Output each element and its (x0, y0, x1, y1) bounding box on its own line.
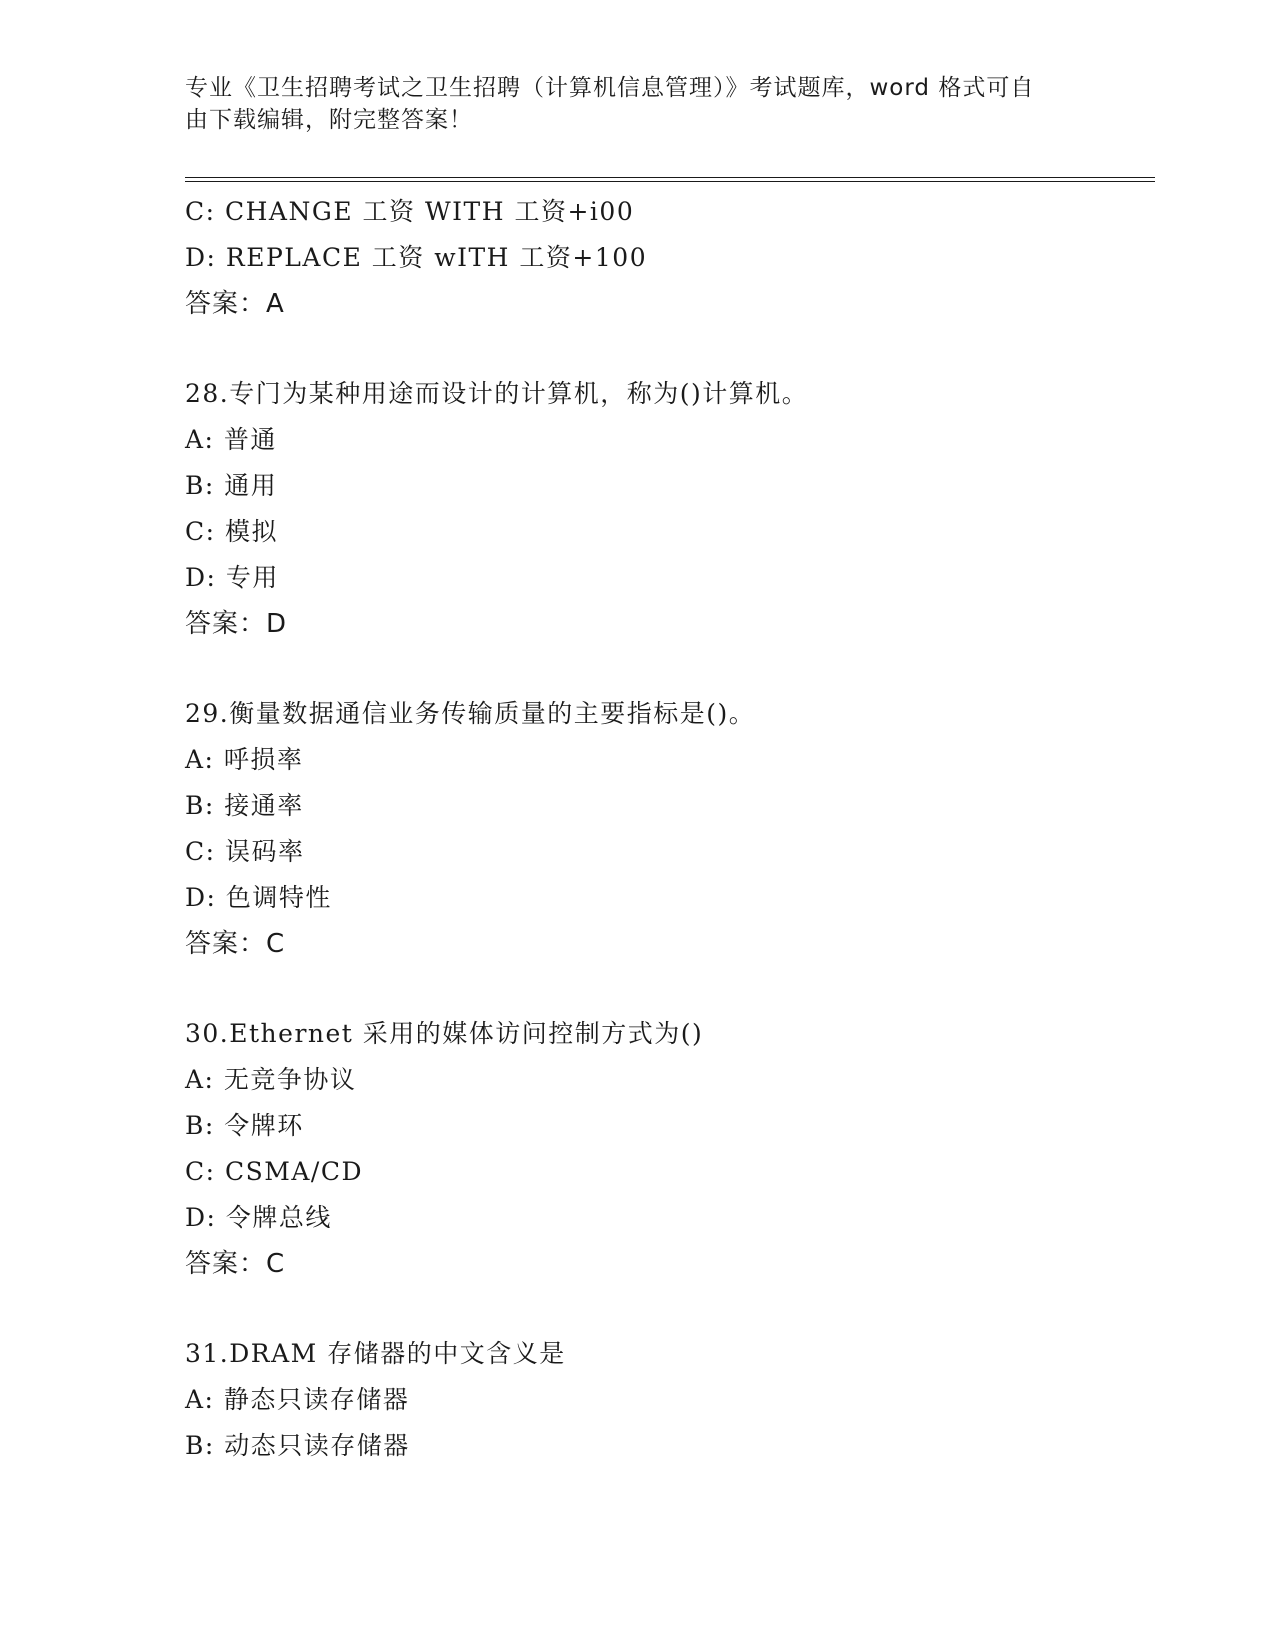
answer-line: 答案：C (185, 929, 286, 959)
option-b: B: 接通率 (185, 791, 304, 820)
answer-line: 答案：A (185, 289, 285, 319)
question-title: 28.专门为某种用途而设计的计算机，称为()计算机。 (185, 379, 809, 408)
spacer (185, 327, 1145, 371)
question-29 (185, 691, 1145, 967)
document-header (185, 72, 1065, 136)
option-a: A: 普通 (185, 425, 277, 454)
question-title: 29.衡量数据通信业务传输质量的主要指标是()。 (185, 699, 756, 728)
question-27-fragment (185, 189, 1145, 327)
answer-line: 答案：C (185, 1249, 286, 1279)
option-c: C: CHANGE 工资 WITH 工资+i00 (185, 197, 635, 226)
question-28 (185, 371, 1145, 647)
spacer (185, 647, 1145, 691)
question-list (185, 189, 1145, 1469)
header-line-1: 专业《卫生招聘考试之卫生招聘（计算机信息管理）》考试题库，word 格式可自 (185, 75, 1035, 101)
option-b: B: 动态只读存储器 (185, 1431, 410, 1460)
option-b: B: 令牌环 (185, 1111, 304, 1140)
header-line-2: 由下载编辑，附完整答案！ (185, 107, 473, 133)
question-title: 31.DRAM 存储器的中文含义是 (185, 1339, 566, 1368)
question-30 (185, 1011, 1145, 1287)
header-rule-top (185, 177, 1155, 178)
option-c: C: CSMA/CD (185, 1157, 364, 1186)
option-a: A: 呼损率 (185, 745, 304, 774)
header-rule-bottom (185, 181, 1155, 182)
spacer (185, 1287, 1145, 1331)
option-a: A: 无竞争协议 (185, 1065, 357, 1094)
question-title: 30.Ethernet 采用的媒体访问控制方式为() (185, 1019, 704, 1048)
spacer (185, 967, 1145, 1011)
option-d: D: 专用 (185, 563, 279, 592)
option-c: C: 模拟 (185, 517, 278, 546)
option-b: B: 通用 (185, 471, 278, 500)
option-d: D: 令牌总线 (185, 1203, 332, 1232)
option-c: C: 误码率 (185, 837, 305, 866)
answer-line: 答案：D (185, 609, 288, 639)
option-d: D: 色调特性 (185, 883, 332, 912)
question-31 (185, 1331, 1145, 1469)
option-d: D: REPLACE 工资 wITH 工资+100 (185, 243, 648, 272)
option-a: A: 静态只读存储器 (185, 1385, 410, 1414)
